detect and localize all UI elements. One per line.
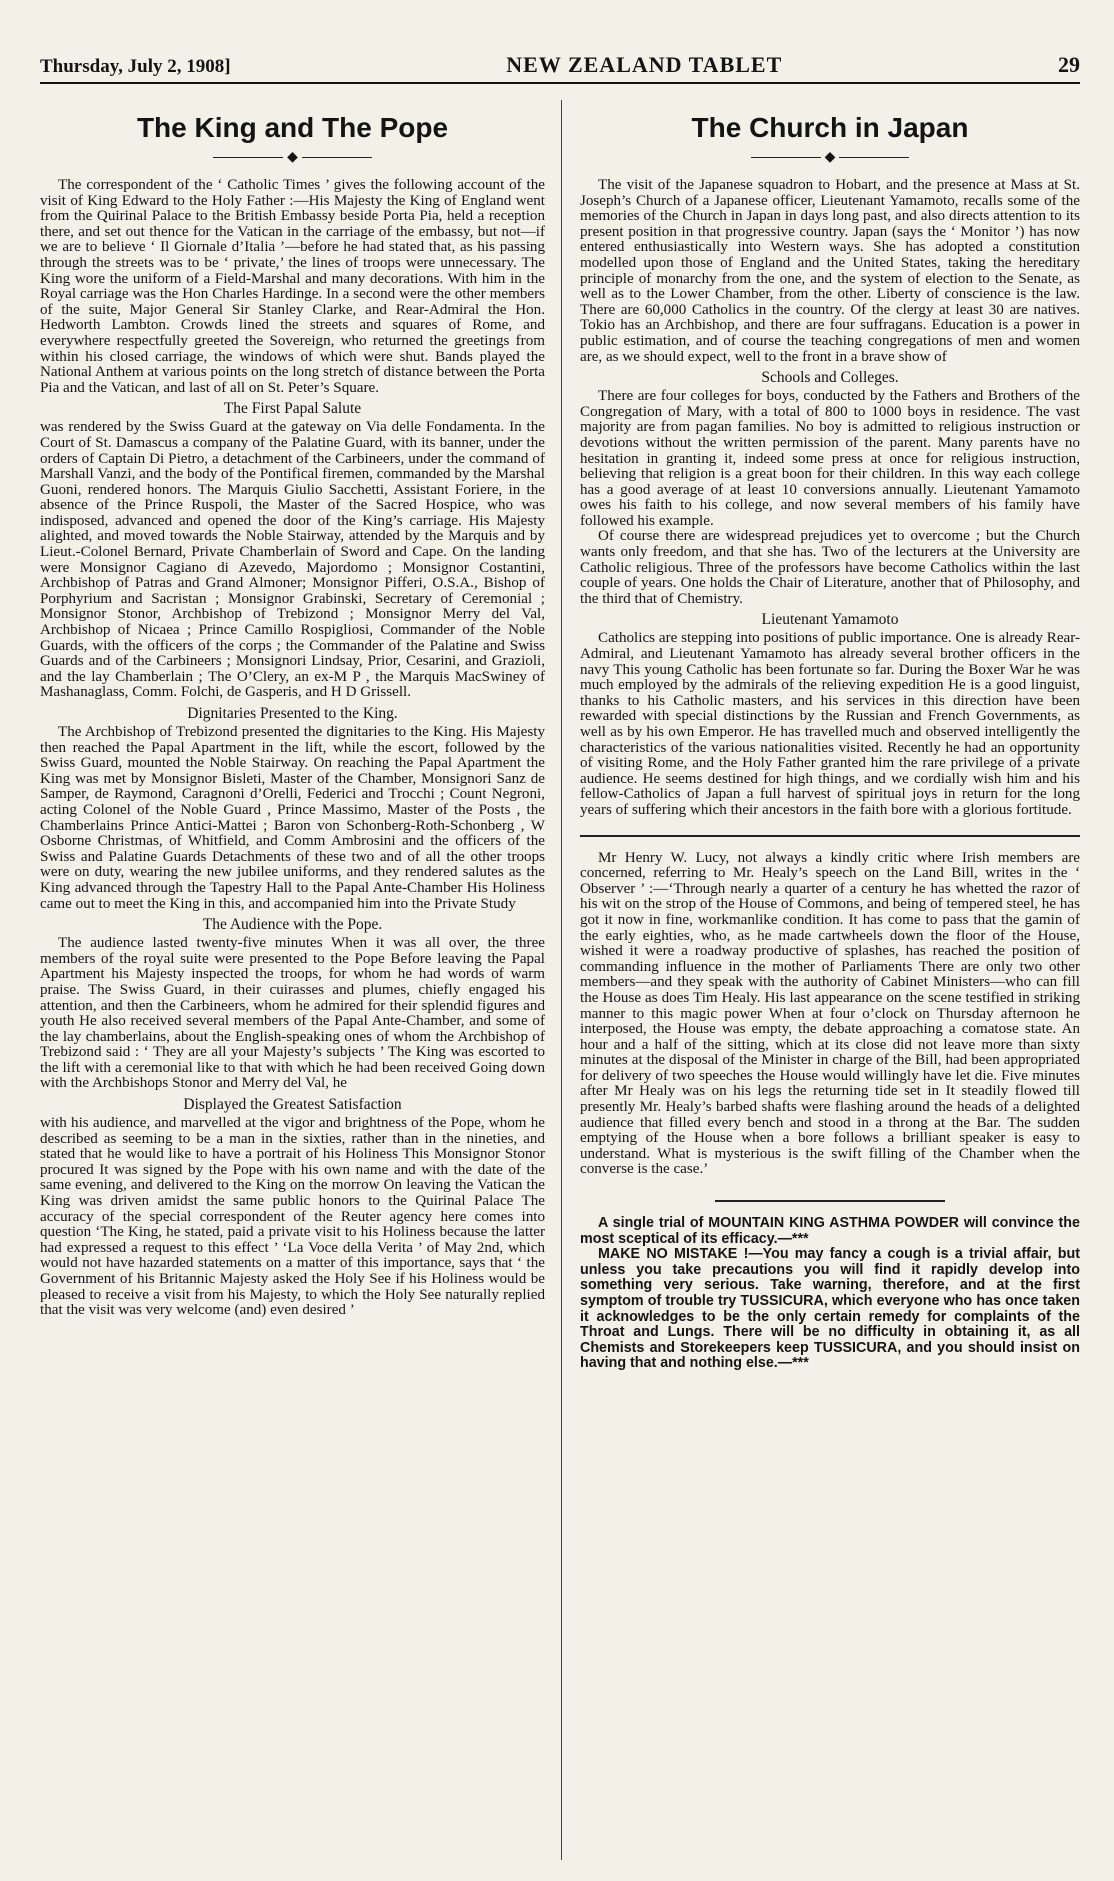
- issue-date: Thursday, July 2, 1908]: [40, 56, 231, 77]
- ad-asthma-powder: A single trial of MOUNTAIN KING ASTHMA POWDER will convince the most sceptical of its efficacy.—***: [580, 1215, 1080, 1247]
- article-title: The Church in Japan: [691, 112, 969, 143]
- paragraph: Catholics are stepping into positions of public importance. One is already Rear-Admiral, and Lieutenant Yamamoto has already several brother officers in the navy This young Catholic has been fortunate so far. During the Boxer War he was much employed by the admirals of the relieving expedition He is a good linguist, thanks to his Catholic masters, and his services in this direction have been rewarded with special distinctions by the Russian and French Governments, as well as by his own Emperor. He has travelled much and observed intelligently the characteristics of the various nationalities visited. Recently he had an opportunity of visiting Rome, and the Holy Father granted him the rare privilege of a private audience. He seems destined for high things, and we cordially wish him and his fellow-Catholics of Japan a full harvest of spiritual joys in return for the long years of suffering which their ancestors in the faith bore with a glorious fortitude.: [580, 630, 1080, 818]
- subheading: Dignitaries Presented to the King.: [187, 705, 398, 722]
- paragraph: with his audience, and marvelled at the vigor and brightness of the Pope, whom he described as seeming to be a man in the sixties, rather than in the nineties, and stated that he would like to have a portrait of his Holiness This Monsignor Stonor procured It was signed by the Pope with his own name and with the date of the same evening, and delivered to the King on the morrow On leaving the Vatican the King was driven amidst the same public honors to the Quirinal Palace The accuracy of the special correspondent of the Reuter agency here comes into question ‘The King, he stated, paid a private visit to his Holiness because the latter had expressed a request to this effect ’ ‘La Voce della Verita ’ of May 2nd, which would not have hazarded statements on a matter of this importance, says that ‘ the Government of his Britannic Majesty asked the Holy See if his Holiness would be pleased to receive a visit from his Majesty, to which the Holy See naturally replied that the visit was very welcome (and) even desired ’: [40, 1115, 545, 1319]
- paragraph: The audience lasted twenty-five minutes When it was all over, the three members of the royal suite were presented to the Pope Before leaving the Papal Apartment his Majesty inspected the troops, for whom he had words of warm praise. The Swiss Guard, in their cuirasses and plumes, chiefly engaged his attention, and then the Carbineers, whom he admired for their splendid figures and youth He also received several members of the Papal Ante-Chamber, and some of the lay chamberlains, about the English-speaking ones of whom the Archbishop of Trebizond said : ‘ They are all your Majesty’s subjects ’ The King was escorted to the lift with a ceremonial like to that with which he had been received Going down with the Archbishops Stonor and Merry del Val, he: [40, 935, 545, 1092]
- section-rule: [715, 1200, 945, 1202]
- article-king-and-pope: [40, 104, 545, 1319]
- article-title: The King and The Pope: [136, 112, 449, 143]
- section-rule: [580, 835, 1080, 837]
- diamond-ornament-icon: ◆: [580, 150, 1080, 164]
- masthead: [40, 50, 1080, 84]
- paragraph: Of course there are widespread prejudices yet to overcome ; but the Church wants only freedom, and that she has. Two of the lecturers at the University are Catholic religious. Three of the professors have become Catholics within the last couple of years. One holds the Chair of Literature, another that of Philosophy, and the third that of Chemistry.: [580, 528, 1080, 607]
- paragraph: There are four colleges for boys, conducted by the Fathers and Brothers of the Congregation of Mary, with a total of 800 to 1000 boys in residence. The vast majority are from pagan families. No boy is admitted to religious instruction or devotions without the written permission of the parent. Many parents have no hesitation in granting it, indeed some press at once for religious instruction, believing that religion is a great boon for their children. In this way each college has a good average of at least 10 conversions annually. Lieutenant Yamamoto owes his faith to his college, and now several members of his family have followed his example.: [580, 388, 1080, 529]
- subheading: The First Papal Salute: [223, 400, 362, 418]
- article-church-in-japan: [580, 104, 1080, 1372]
- subheading: Lieutenant Yamamoto: [761, 611, 899, 629]
- paragraph: was rendered by the Swiss Guard at the gateway on Via delle Fondamenta. In the Court of St. Damascus a company of the Palatine Guard, with its banner, under the orders of Captain Di Pietro, a detachment of the Carbineers, under the command of Marshall Vanzi, and the body of the Pontifical firemen, commanded by the Marshal Guoni, rendered honors. The Marquis Giulio Sacchetti, Assistant Foriere, in the absence of the Prince Ruspoli, the Master of the Sacred Hospice, who was indisposed, advanced and opened the door of the King’s carriage. His Majesty alighted, and moved towards the Noble Stairway, attended by the Marquis and by Lieut.-Colonel Bernard, Private Chamberlain of Sword and Cape. On the landing were Monsignor Cagiano di Azevedo, Majordomo ; Monsignor Costantini, Archbishop of Patras and Grand Almoner; Monsignor Pifferi, O.S.A., Bishop of Porphyrium and Sacristan ; Monsignor Grabinski, Secretary of Ceremonial ; Monsignor Stonor, Archbishop of Trebizond ; Monsignor Merry del Val, Archbishop of Nicaea ; Prince Camillo Rospigliosi, Commander of the Noble Guards, with the officers of the corps ; the Commander of the Palatine and Swiss Guards and of the Carbineers ; Monsignori Lindsay, Prior, Cesarini, and Grazioli, and the lay Chamberlain ; The O’Clery, an ex-M P , the Marquis MacSwiney of Mashanaglass, Comm. Folchi, de Gasperis, and H D Grissell.: [40, 419, 545, 701]
- page-number: 29: [1057, 52, 1080, 77]
- paper-name: NEW ZEALAND TABLET: [506, 52, 783, 77]
- paragraph: The correspondent of the ‘ Catholic Times ’ gives the following account of the visit of King Edward to the Holy Father :—His Majesty the King of England went from the Quirinal Palace to the British Embassy beside Porta Pia, held a reception there, and set out thence for the Vatican in the carriage of the embassy, but not—if we are to believe ‘ Il Giornale d’Italia ’—before he had stated that, as his passing through the streets was to be ‘ private,’ the lines of troops were unnecessary. The King wore the uniform of a Field-Marshal and many decorations. With him in the Royal carriage was the Hon Charles Hardinge. In a second were the other members of the suite, Major General Sir Stanley Clarke, and Rear-Admiral the Hon. Hedworth Lambton. Crowds lined the streets and squares of Rome, and everywhere respectfully greeted the Sovereign, who returned the greetings from within his closed carriage, the windows of which were shut. Bands played the National Anthem at various points on the long stretch of distance between the Porta Pia and the Vatican, and last of all on St. Peter’s Square.: [40, 177, 545, 396]
- diamond-ornament-icon: ◆: [40, 150, 545, 164]
- paragraph: Mr Henry W. Lucy, not always a kindly critic where Irish members are concerned, referring to Mr. Healy’s speech on the Land Bill, writes in the ‘ Observer ’ :—‘Through nearly a quarter of a century he has whetted the razor of his wit on the strop of the House of Commons, and being of tempered steel, he has got it now in fine, workmanlike condition. It has come to pass that the gamin of the early eighties, who, as he made cartwheels down the floor of the House, wished it were a roadway productive of splashes, has reached the position of commanding influence in the mother of Parliaments There are only two other members—and they speak with the authority of Cabinet Ministers—who can fill the House as does Tim Healy. His last appearance on the scene testified in striking manner to this magic power When at four o’clock on Thursday afternoon he interposed, the House was empty, the debate approaching a comatose state. An hour and a half of the sitting, which at its close did not leave more than sixty minutes at the disposal of the Minister in charge of the Bill, had been appropriated for delivery of two speeches the House would willingly have let die. Five minutes after Mr Healy was on his legs the returning tide set in It steadily flowed till presently Mr. Healy’s barbed shafts were flashing around the heads of a delighted audience that filled every bench and stood in a throng at the Bar. The sudden emptying of the House when a bore follows a brilliant speaker is easy to understand. What is mysterious is the swift filling of the Chamber when the converse is the case.’: [580, 849, 1080, 1178]
- column-divider: [561, 100, 562, 1860]
- ad-tussicura: MAKE NO MISTAKE !—You may fancy a cough is a trivial affair, but unless you take precautions you will find it rapidly develop into something very serious. Take warning, therefore, and at the first symptom of trouble try TUSSICURA, which everyone who has once taken it acknowledges to be the only certain remedy for complaints of the Throat and Lungs. There will be no difficulty in obtaining it, as all Chemists and Storekeepers keep TUSSICURA, and you should insist on having that and nothing else.—***: [580, 1246, 1080, 1372]
- subheading: The Audience with the Pope.: [202, 916, 383, 934]
- advertisement: [580, 1216, 1080, 1372]
- paragraph: The visit of the Japanese squadron to Hobart, and the presence at Mass at St. Joseph’s Church of a Japanese officer, Lieutenant Yamamoto, recalls some of the memories of the Church in Japan in days long past, and also directs attention to its present position in that progressive country. Japan (says the ‘ Monitor ’) has now entered enthusiastically into Western ways. She has adopted a constitution modelled upon those of England and the United States, taking the hereditary principle of monarchy from the one, and the system of election to the Senate, as well as to the Lower Chamber, from the other. Liberty of conscience is the law. There are 60,000 Catholics in the country. Of the clergy at least 30 are natives. Tokio has an Archbishop, and there are four suffragans. Education is a power in public estimation, and of course the teaching congregations of men and women are, as we should expect, well to the front in a brave show of: [580, 177, 1080, 365]
- subheading: Schools and Colleges.: [761, 369, 899, 387]
- paragraph: The Archbishop of Trebizond presented the dignitaries to the King. His Majesty then reached the Papal Apartment in the lift, while the escort, followed by the Swiss Guard, mounted the Noble Stairway. On reaching the Papal Apartment the King was met by Monsignor Bisleti, Master of the Chamber, Monsignori Sanz de Samper, de Raymond, Caragnoni d’Orelli, Federici and Trocchi ; Count Negroni, acting Colonel of the Noble Guard , Prince Massimo, Master of the Posts , the Chamberlains Prince Antici-Mattei ; Baron von Schonberg-Roth-Schonberg , W Osborne Christmas, of Whitfield, and Comm Ambrosini and the officers of the Swiss and Palatine Guards Detachments of these two and of all the other troops were on duty, wearing the new jubilee uniforms, and they rendered salutes as the King advanced through the Tapestry Hall to the Papal Ante-Chamber His Holiness came out to meet the King in this, and accompanied him into the Private Study: [40, 724, 545, 912]
- subheading: Displayed the Greatest Satisfaction: [183, 1096, 402, 1114]
